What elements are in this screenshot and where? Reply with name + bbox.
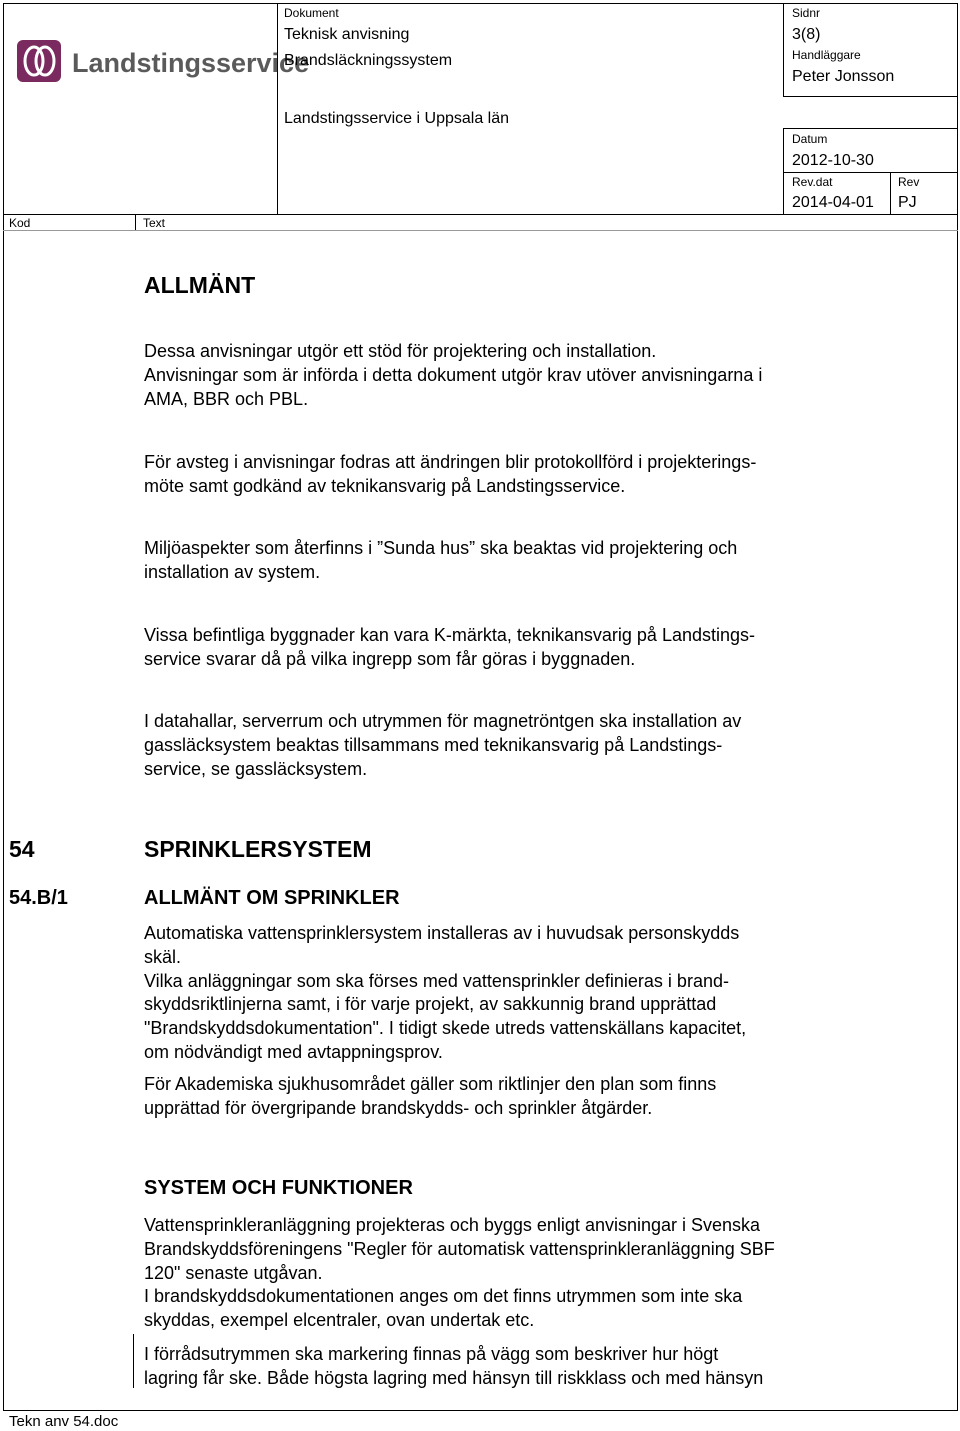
header-divider: [783, 3, 784, 96]
sidnr-label: Sidnr: [792, 6, 821, 20]
organisation: Landstingsservice i Uppsala län: [284, 110, 510, 127]
text-line: AMA, BBR och PBL.: [144, 388, 309, 409]
allmant-paragraph: [144, 537, 884, 585]
allmant-paragraph: [144, 710, 884, 781]
text-line: möte samt godkänd av teknikansvarig på Landstingsservice.: [144, 475, 626, 496]
handlaggare-value: Peter Jonsson: [792, 68, 895, 85]
rev-label: Rev: [898, 175, 920, 189]
text-line: Anvisningar som är införda i detta dokument utgör krav utöver anvisningarna i: [144, 364, 763, 385]
dokument-label: Dokument: [284, 6, 339, 20]
text-line: Vilka anläggningar som ska förses med vattensprinkler definieras i brand-: [144, 970, 729, 991]
text-line: I förrådsutrymmen ska markering finnas på vägg som beskriver hur högt: [144, 1344, 719, 1364]
allmant-heading: ALLMÄNT: [144, 272, 256, 298]
datum-value: 2012-10-30: [792, 152, 874, 169]
section-54b1-title: ALLMÄNT OM SPRINKLER: [144, 887, 400, 909]
text-line: service svarar då på vilka ingrepp som får göras i byggnaden.: [144, 648, 636, 669]
text-line: "Brandskyddsdokumentation". I tidigt skede utreds vattenskällans kapacitet,: [144, 1018, 747, 1039]
allmant-paragraph: [144, 451, 884, 499]
sidnr-value: 3(8): [792, 26, 821, 43]
handlaggare-label: Handläggare: [792, 48, 861, 62]
text-line: Dessa anvisningar utgör ett stöd för projektering och installation.: [144, 341, 657, 361]
text-line: Brandskyddsföreningens "Regler för automatisk vattensprinkleranläggning SBF: [144, 1238, 775, 1259]
sprinkler-paragraph: [144, 1073, 884, 1121]
text-line: skäl.: [144, 946, 182, 967]
text-line: För Akademiska sjukhusområdet gäller som riktlinjer den plan som finns: [144, 1074, 717, 1094]
header-divider: [783, 172, 958, 173]
revdat-value: 2014-04-01: [792, 194, 874, 211]
text-line: Automatiska vattensprinklersystem installeras av i huvudsak personskydds: [144, 923, 740, 943]
text-line: lagring får ske. Både högsta lagring med hänsyn till riskklass och med hänsyn: [144, 1367, 764, 1388]
text-line: om nödvändigt med avtappningsprov.: [144, 1041, 443, 1062]
text-line: skyddas, exempel elcentraler, ovan undertak etc.: [144, 1310, 535, 1331]
header-divider: [783, 128, 784, 214]
text-label: Text: [143, 216, 166, 230]
header-divider: [783, 96, 958, 97]
logo-text: Landstingsservice: [72, 48, 310, 78]
header-divider: [890, 172, 891, 214]
allmant-paragraph: [144, 340, 884, 411]
sprinkler-paragraph: [144, 922, 884, 1065]
text-line: service, se gassläcksystem.: [144, 758, 368, 779]
footer-filename: Tekn anv 54.doc: [9, 1413, 119, 1430]
text-line: gassläcksystem beaktas tillsammans med teknikansvarig på Landstings-: [144, 734, 723, 755]
system-heading: SYSTEM OCH FUNKTIONER: [144, 1177, 413, 1199]
text-line: 120" senaste utgåvan.: [144, 1262, 323, 1283]
text-line: upprättad för övergripande brandskydds- och sprinkler åtgärder.: [144, 1097, 653, 1118]
text-line: Vissa befintliga byggnader kan vara K-märkta, teknikansvarig på Landstings-: [144, 625, 756, 645]
system-paragraph: [144, 1343, 884, 1391]
header-divider: [277, 3, 278, 214]
section-54-title: SPRINKLERSYSTEM: [144, 836, 372, 862]
text-line: Vattensprinkleranläggning projekteras och byggs enligt anvisningar i Svenska: [144, 1215, 761, 1235]
header-divider: [783, 128, 958, 129]
rev-value: PJ: [898, 194, 917, 211]
datum-label: Datum: [792, 132, 828, 146]
text-line: installation av system.: [144, 561, 321, 582]
text-line: I brandskyddsdokumentationen anges om det finns utrymmen som inte ska: [144, 1286, 743, 1307]
kod-label: Kod: [9, 216, 31, 230]
change-bar: [133, 1334, 134, 1388]
section-54-code: 54: [9, 836, 35, 862]
section-54b1-code: 54.B/1: [9, 887, 68, 909]
system-paragraph: [144, 1214, 884, 1333]
dokument-subtitle: Brandsläckningssystem: [284, 52, 453, 69]
dokument-title: Teknisk anvisning: [284, 26, 410, 43]
header-divider: [3, 214, 958, 215]
allmant-paragraph: [144, 624, 884, 672]
header-divider: [3, 230, 958, 231]
text-line: skyddsriktlinjerna samt, i för varje projekt, av sakkunnig brand upprättad: [144, 994, 717, 1015]
text-line: Miljöaspekter som återfinns i ”Sunda hus” ska beaktas vid projektering och: [144, 538, 738, 558]
landstingsservice-logo: [14, 36, 310, 86]
revdat-label: Rev.dat: [792, 175, 833, 189]
text-line: I datahallar, serverrum och utrymmen för magnetröntgen ska installation av: [144, 711, 742, 731]
header-divider: [135, 214, 136, 230]
text-line: För avsteg i anvisningar fodras att ändringen blir protokollförd i projekterings-: [144, 452, 757, 472]
